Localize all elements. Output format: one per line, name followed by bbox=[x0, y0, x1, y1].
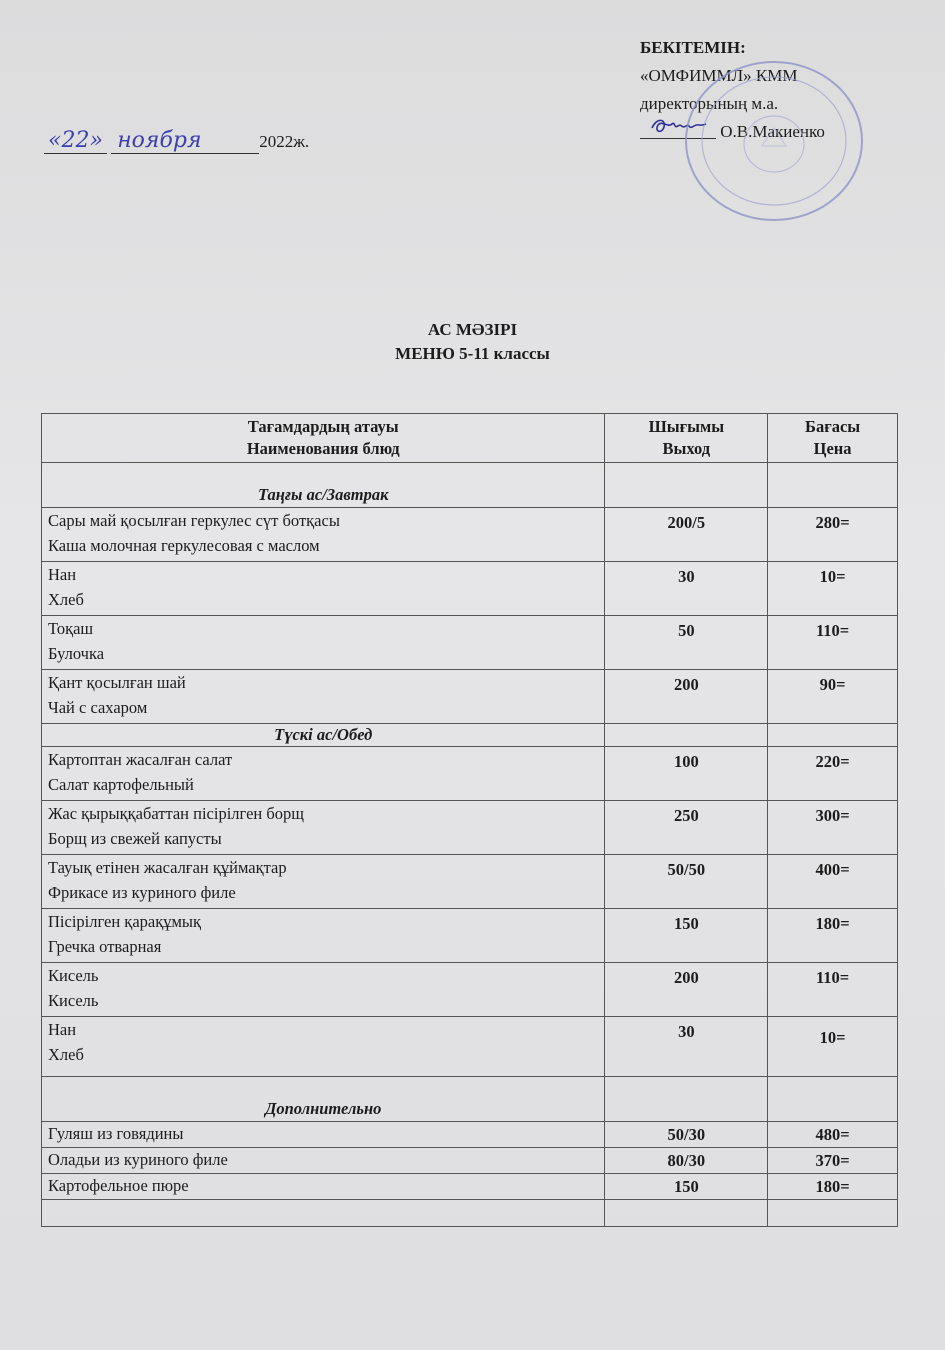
dish-name-ru: Фрикасе из куриного филе bbox=[48, 883, 236, 902]
dish-name-kz: Кисель bbox=[48, 966, 99, 985]
header-yield: Шығымы Выход bbox=[605, 414, 768, 463]
official-stamp bbox=[682, 58, 866, 224]
dish-yield: 200 bbox=[605, 670, 768, 724]
date-year: 2022ж. bbox=[259, 132, 310, 151]
table-row bbox=[42, 747, 898, 801]
dish-price: 90= bbox=[768, 670, 898, 724]
dish-name-kz: Пісірілген қарақұмық bbox=[48, 912, 202, 931]
dish-yield: 80/30 bbox=[605, 1148, 768, 1174]
dish-name-ru: Чай с сахаром bbox=[48, 698, 148, 717]
dish-yield: 50 bbox=[605, 616, 768, 670]
dish-name-ru: Кисель bbox=[48, 991, 99, 1010]
page-title bbox=[0, 318, 945, 366]
dish-name-kz: Нан bbox=[48, 1020, 77, 1039]
dish-price: 220= bbox=[768, 747, 898, 801]
dish-name-ru: Гречка отварная bbox=[48, 937, 162, 956]
approver-name: О.В.Макиенко bbox=[720, 122, 825, 141]
dish-price: 400= bbox=[768, 855, 898, 909]
section-title: Дополнительно bbox=[42, 1077, 605, 1122]
table-row bbox=[42, 1122, 898, 1148]
table-row bbox=[42, 909, 898, 963]
dish-yield: 250 bbox=[605, 801, 768, 855]
dish-price: 110= bbox=[768, 963, 898, 1017]
dish-price: 10= bbox=[768, 562, 898, 616]
dish-price: 110= bbox=[768, 616, 898, 670]
dish-name: Картофельное пюре bbox=[42, 1174, 605, 1200]
approval-header: БЕКІТЕМІН: bbox=[640, 38, 746, 57]
date-day: «22» bbox=[44, 128, 107, 154]
dish-price: 280= bbox=[768, 508, 898, 562]
table-row bbox=[42, 963, 898, 1017]
dish-name-kz: Тауық етінен жасалған құймақтар bbox=[48, 858, 287, 877]
table-row bbox=[42, 508, 898, 562]
section-title: Түскі ас/Обед bbox=[42, 724, 605, 747]
table-row bbox=[42, 562, 898, 616]
approval-role: директорының м.а. bbox=[640, 94, 779, 113]
dish-price: 180= bbox=[768, 1174, 898, 1200]
dish-name-kz: Сары май қосылған геркулес сүт ботқасы bbox=[48, 511, 340, 530]
dish-name-ru: Хлеб bbox=[48, 1045, 84, 1064]
table-header-row bbox=[42, 414, 898, 463]
dish-name-ru: Борщ из свежей капусты bbox=[48, 829, 222, 848]
header-dish-name: Тағамдардың атауы Наименования блюд bbox=[42, 414, 605, 463]
dish-name-kz: Нан bbox=[48, 565, 77, 584]
dish-price: 370= bbox=[768, 1148, 898, 1174]
dish-name-kz: Тоқаш bbox=[48, 619, 94, 638]
dish-yield: 30 bbox=[605, 1017, 768, 1077]
dish-yield: 50/50 bbox=[605, 855, 768, 909]
table-row bbox=[42, 616, 898, 670]
dish-yield: 150 bbox=[605, 1174, 768, 1200]
menu-table bbox=[41, 413, 898, 1227]
header-price: Бағасы Цена bbox=[768, 414, 898, 463]
dish-name: Гуляш из говядины bbox=[42, 1122, 605, 1148]
table-row bbox=[42, 1017, 898, 1077]
table-row bbox=[42, 855, 898, 909]
dish-name-kz: Картоптан жасалған салат bbox=[48, 750, 233, 769]
dish-name-kz: Жас қырыққабаттан пісірілген борщ bbox=[48, 804, 304, 823]
section-lunch bbox=[42, 724, 898, 747]
dish-yield: 200/5 bbox=[605, 508, 768, 562]
dish-name-ru: Хлеб bbox=[48, 590, 84, 609]
approval-organization: «ОМФИММЛ» КММ bbox=[640, 66, 798, 85]
table-row bbox=[42, 801, 898, 855]
section-extra bbox=[42, 1077, 898, 1122]
title-ru: МЕНЮ 5-11 классы bbox=[395, 344, 550, 363]
table-row bbox=[42, 1148, 898, 1174]
section-breakfast bbox=[42, 463, 898, 508]
empty-row bbox=[42, 1200, 898, 1227]
dish-yield: 50/30 bbox=[605, 1122, 768, 1148]
dish-name-ru: Каша молочная геркулесовая с маслом bbox=[48, 536, 320, 555]
section-title: Таңғы ас/Завтрак bbox=[42, 463, 605, 508]
dish-name-ru: Салат картофельный bbox=[48, 775, 194, 794]
dish-price: 480= bbox=[768, 1122, 898, 1148]
dish-yield: 100 bbox=[605, 747, 768, 801]
dish-price: 10= bbox=[768, 1017, 898, 1077]
date-month: ноября bbox=[111, 128, 259, 154]
table-row bbox=[42, 1174, 898, 1200]
dish-yield: 200 bbox=[605, 963, 768, 1017]
dish-yield: 30 bbox=[605, 562, 768, 616]
dish-name-ru: Булочка bbox=[48, 644, 105, 663]
document-date bbox=[44, 128, 309, 154]
dish-name-kz: Қант қосылған шай bbox=[48, 673, 186, 692]
table-row bbox=[42, 670, 898, 724]
title-kz: АС МӘЗІРІ bbox=[427, 320, 518, 339]
dish-name: Оладьи из куриного филе bbox=[42, 1148, 605, 1174]
dish-yield: 150 bbox=[605, 909, 768, 963]
dish-price: 180= bbox=[768, 909, 898, 963]
dish-price: 300= bbox=[768, 801, 898, 855]
